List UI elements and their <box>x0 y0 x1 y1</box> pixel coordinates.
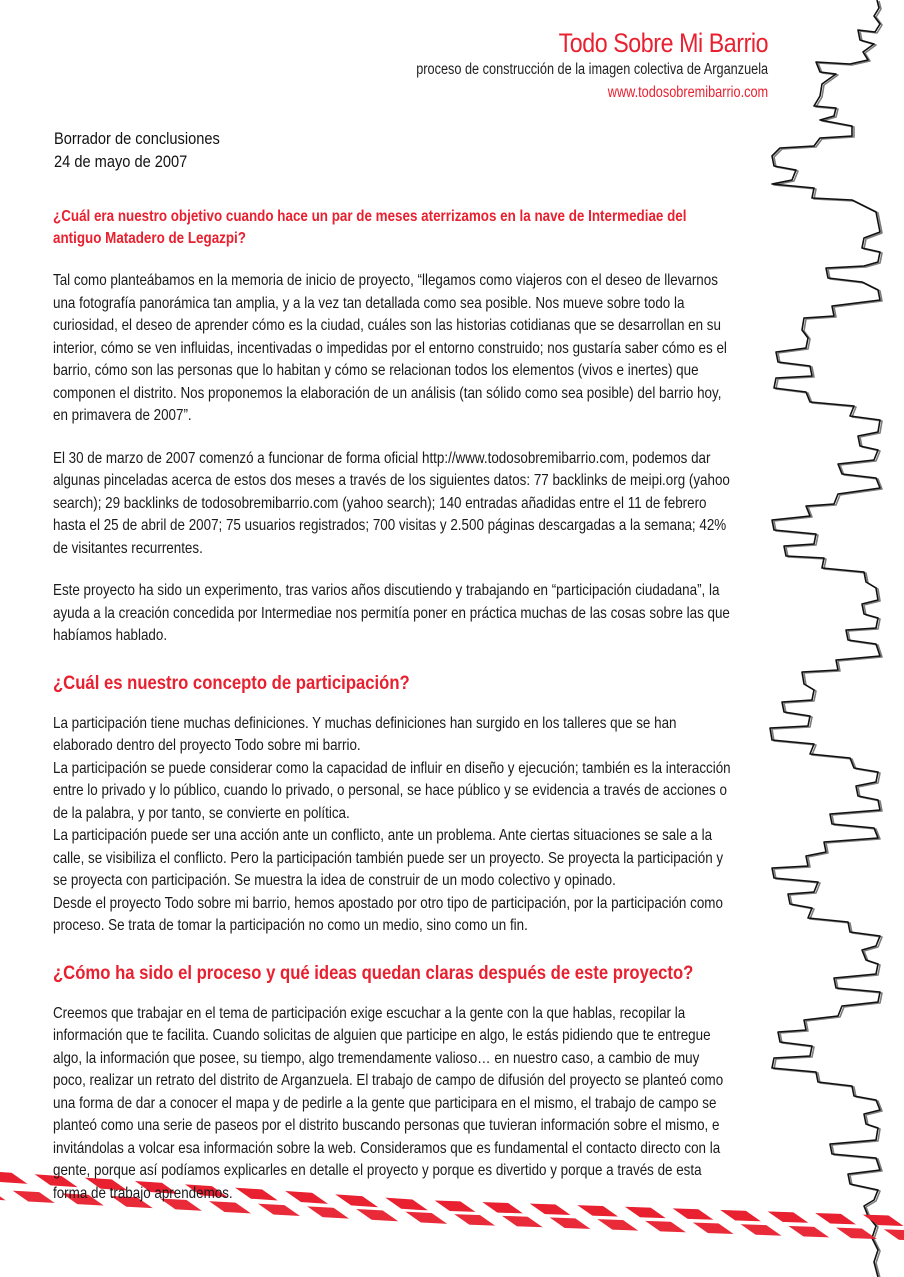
paragraph: La participación se puede considerar como la capacidad de influir en diseño y ejecución; también es la interacción entre lo privado y lo público, cuando lo privado, o personal, se hace público y se evidencia a través de acciones o de la palabra, y por tanto, se convierte en política. <box>53 759 731 822</box>
paragraph: La participación puede ser una acción ante un conflicto, ante un problema. Ante ciertas situaciones se sale a la calle, se visibiliza el conflicto. Pero la participación también puede ser un proyecto. Se proyecta la participación y se proyecta con participación. Se muestra la idea de construir de un modo colectivo y opinado. <box>53 827 724 889</box>
section-participation-concept <box>53 670 733 938</box>
brand-subtitle: proceso de construcción de la imagen colectiva de Arganzuela <box>416 61 768 78</box>
paragraph: Tal como planteábamos en la memoria de inicio de proyecto, “llegamos como viajeros con el deseo de llevarnos una fotografía panorámica tan amplia, y a la vez tan detallada como sea posible. Nos mueve sobre todo la curiosidad, el deseo de aprender cómo es la ciudad, cuáles son las historias cotidianas que se desarrollan en su interior, cómo se ven influidas, incentivadas o impedidas por el entorno construido; nos gustaría saber cómo es el barrio, cómo son las personas que lo habitan y cómo se relacionan todos los elementos (vivos e inertes) que componen el distrito. Nos proponemos la elaboración de un análisis (tan sólido como sea posible) del barrio hoy, en primavera de 2007”. <box>53 272 727 424</box>
section-heading: ¿Cómo ha sido el proceso y qué ideas quedan claras después de este proyecto? <box>53 961 694 984</box>
brand-url[interactable]: www.todosobremibarrio.com <box>607 84 768 101</box>
brand-header <box>339 28 768 104</box>
brand-title: Todo Sobre Mi Barrio <box>558 28 768 58</box>
zigzag-border-decoration <box>752 0 904 1277</box>
paragraph: Desde el proyecto Todo sobre mi barrio, hemos apostado por otro tipo de participación, por la participación como proceso. Se trata de tomar la participación no como un medio, sino como un fin. <box>53 894 723 934</box>
document-meta <box>54 127 247 173</box>
paragraph: Este proyecto ha sido un experimento, tras varios años discutiendo y trabajando en “participación ciudadana”, la ayuda a la creación concedida por Intermediae nos permitía poner en práctica muchas de las cosas sobre las que habíamos hablado. <box>53 582 730 644</box>
document-body <box>53 206 733 1205</box>
section-process <box>53 960 733 1206</box>
section-heading: ¿Cuál es nuestro concepto de participación? <box>53 671 410 694</box>
document-date: 24 de mayo de 2007 <box>54 152 188 171</box>
paragraph: Creemos que trabajar en el tema de participación exige escuchar a la gente con la que hablas, recopilar la información que te facilita. Cuando solicitas de alguien que participe en algo, le estás pidiendo que te entregue algo, la información que posee, su tiempo, algo tremendamente valioso… en nuestro caso, a cambio de muy poco, realizar un retrato del distrito de Arganzuela. El trabajo de campo de difusión del proyecto se planteó como una forma de dar a conocer el mapa y de pedirle a la gente que participara en el mismo, el trabajo de campo se planteó como una serie de paseos por el distrito buscando personas que tuvieran información sobre el mismo, e invitándolas a volcar esa información sobre la web. Consideramos que es fundamental el contacto directo con la gente, porque así podíamos explicarles en detalle el proyecto y porque es divertido y porque a través de esta forma de trabajo aprendemos. <box>53 1004 724 1202</box>
section-heading: ¿Cuál era nuestro objetivo cuando hace un par de meses aterrizamos en la nave de Intermediae del antiguo Matadero de Legazpi? <box>53 208 687 247</box>
text-block <box>53 206 733 1205</box>
paragraph: El 30 de marzo de 2007 comenzó a funcionar de forma oficial http://www.todosobremibarrio.com, podemos dar algunas pinceladas acerca de estos dos meses a través de los siguientes datos: 77 backlinks de meipi.org (yahoo search); 29 backlinks de todosobremibarrio.com (yahoo search); 140 entradas añadidas entre el 11 de febrero hasta el 25 de abril de 2007; 75 usuarios registrados; 700 visitas y 2.500 páginas descargadas a la semana; 42% de visitantes recurrentes. <box>53 449 730 557</box>
document-title: Borrador de conclusiones <box>54 129 220 148</box>
section-objective <box>53 206 733 648</box>
paragraph: La participación tiene muchas definiciones. Y muchas definiciones han surgido en los talleres que se han elaborado dentro del proyecto Todo sobre mi barrio. <box>53 714 677 754</box>
